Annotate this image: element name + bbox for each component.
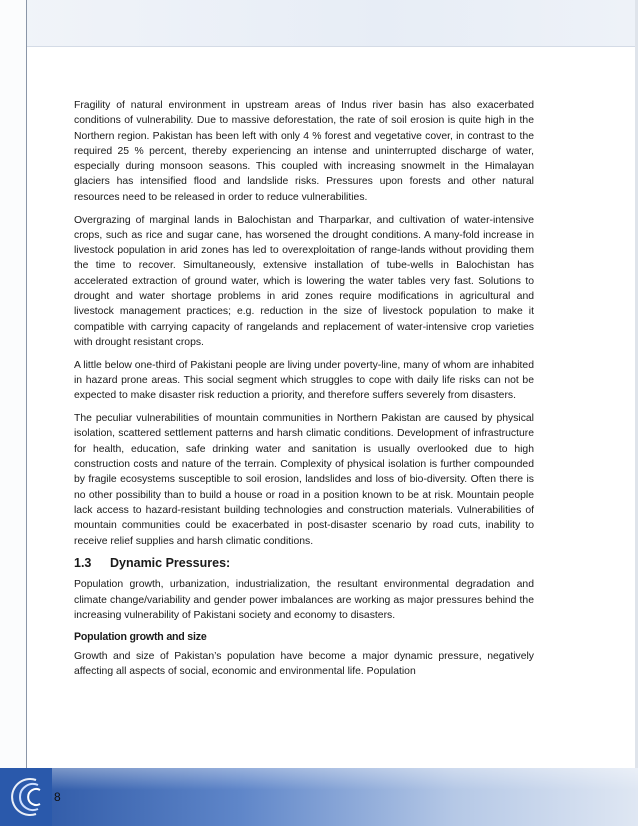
paragraph-population-growth: Growth and size of Pakistan’s population have become a major dynamic pressure, negatively affecting all aspects of social, economic and environmental life. Population [74,650,534,677]
crescent-logo-icon [6,774,46,820]
section-heading [74,556,534,570]
footer-band [26,768,638,826]
footer-shine [26,768,638,790]
paragraph-mountain-communities: The peculiar vulnerabilities of mountain communities in Northern Pakistan are caused by physical isolation, scattered settlement patterns and harsh climatic conditions. Development of infrastructure for health, education, safe drinking water and sanitation is usually overlooked due to high construction costs and nature of the terrain. Complexity of physical isolation is further compounded by fragile ecosystems susceptible to soil erosion, landslides and loss of bio-diversity. Often there is no other possibility than to build a house or road in a position known to be at risk. Mountain people lack access to hazard-resistant building technologies and construction materials. Vulnerabilities of mountain communities could be exacerbated in post-disaster scenario by road cuts, inability to receive relief supplies and harsh climatic conditions. [74,413,534,547]
document-body [74,98,534,687]
subheading-population: Population growth and size [74,630,207,643]
section-number: 1.3 [74,556,92,571]
paragraph-dynamic-pressures: Population growth, urbanization, industrialization, the resultant environmental degradation and climate change/variability and gender power imbalances are working as major pressures behind the increasing vulnerability of Pakistani society and economy to disasters. [74,579,534,621]
paragraph-poverty: A little below one-third of Pakistani people are living under poverty-line, many of whom are inhabited in hazard prone areas. This social segment which struggles to cope with daily life risks can not be expected to make disaster risk reduction a priority, and therefore suffers severely from disasters. [74,359,534,402]
paragraph-overgrazing: Overgrazing of marginal lands in Balochistan and Tharparkar, and cultivation of water-intensive crops, such as rice and sugar cane, has worsened the drought conditions. A many-fold increase in livestock population in arid zones has led to overexploitation of range-lands without providing them the time to recover. Simultaneously, extensive installation of tube-wells in Balochistan has accelerated extraction of ground water, which is lowering the water tables very fast. Solutions to drought and water shortage problems in arid zones require modifications in agricultural and livestock management practices; e.g. reduction in the size of livestock population to make it compatible with carrying capacity of rangelands and replacement of water-intensive crop varieties with drought resistant crops. [74,214,534,348]
section-title: Dynamic Pressures: [110,556,231,571]
footer-logo [0,768,52,826]
left-margin-rule [0,0,27,826]
page-number: 8 [54,790,61,804]
header-band [0,0,638,47]
paragraph-fragility: Fragility of natural environment in upstream areas of Indus river basin has also exacerbated conditions of vulnerability. Due to massive deforestation, the rate of soil erosion is quite high in the Northern region. Pakistan has been left with only 4 % forest and vegetative cover, in contrast to the required 25 % percent, thereby experiencing an intense and uninterrupted discharge of water, especially during monsoon seasons. This coupled with increasing snowmelt in the Himalayan glaciers has intensified flood and landslide risks. Pressures upon forests and other natural resources need to be released in order to reduce vulnerabilities. [74,100,534,203]
